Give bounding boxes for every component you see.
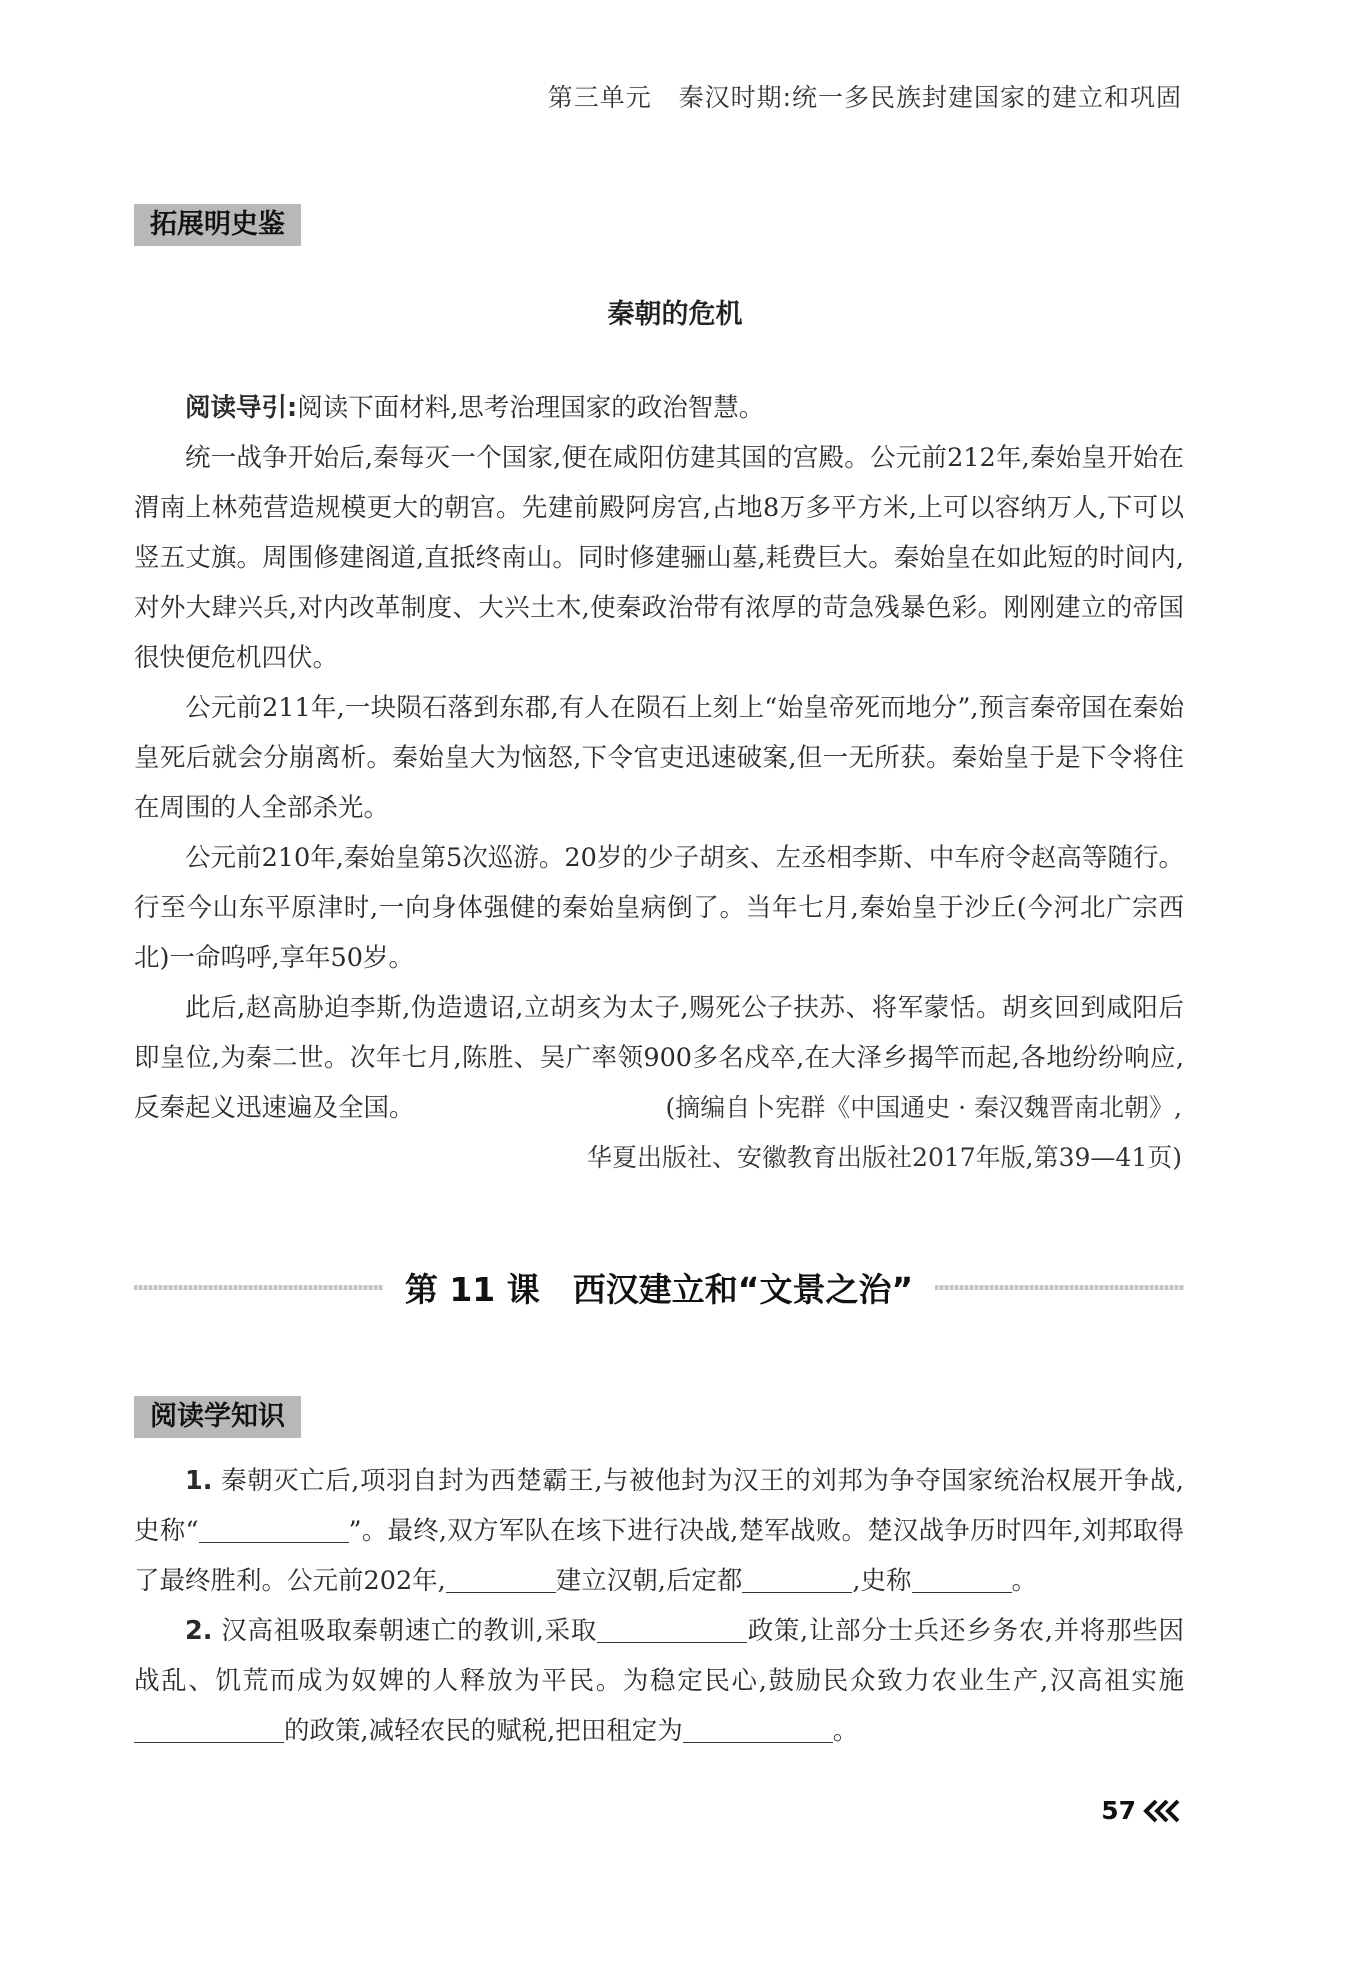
page-number xyxy=(1101,1796,1182,1825)
section-tag-reading: 阅读学知识 xyxy=(134,1396,301,1438)
question-text: 秦朝灭亡后,项羽自封为西楚霸王,与被他封为汉王的刘邦为争夺国家统治权展开争战,史称“ xyxy=(134,1466,1184,1546)
question-text: 。 xyxy=(832,1716,859,1746)
article-paragraph: 此后,赵高胁迫李斯,伪造遗诏,立胡亥为太子,赐死公子扶苏、将军蒙恬。胡亥回到咸阳后即皇位,为秦二世。次年七月,陈胜、吴广率领900多名戍卒,在大泽乡揭竿而起,各地纷纷响应,反秦起义迅速遍及全国。 xyxy=(134,993,1184,1123)
article-paragraph: 公元前211年,一块陨石落到东郡,有人在陨石上刻上“始皇帝死而地分”,预言秦帝国在秦始皇死后就会分崩离析。秦始皇大为恼怒,下令官吏迅速破案,但一无所获。秦始皇于是下令将住在周围的人全部杀光。 xyxy=(134,693,1184,823)
question-number: 1. xyxy=(185,1466,213,1496)
source-line-2: 华夏出版社、安徽教育出版社2017年版,第39—41页) xyxy=(587,1143,1182,1172)
page-header xyxy=(548,78,1182,114)
lesson-heading xyxy=(134,1262,1184,1312)
article-paragraph: 公元前210年,秦始皇第5次巡游。20岁的少子胡亥、左丞相李斯、中车府令赵高等随行。行至今山东平原津时,一向身体强健的秦始皇病倒了。当年七月,秦始皇于沙丘(今河北广宗西北)一命呜呼,享年50岁。 xyxy=(134,843,1184,973)
answer-blank[interactable] xyxy=(199,1516,349,1543)
question-text: 政策,让部分士兵还乡务农,并将那些因战乱、饥荒而成为奴婢的人释放为平民。为稳定民心,鼓励民众致力农业生产,汉高祖实施 xyxy=(134,1616,1185,1696)
divider-left xyxy=(134,1285,383,1290)
article-title: 秦朝的危机 xyxy=(607,299,743,330)
answer-blank[interactable] xyxy=(597,1616,747,1643)
question-1 xyxy=(134,1456,1184,1606)
question-text: ”。最终,双方军队在垓下进行决战,楚军战败。楚汉战争历时四年,刘邦取得了最终胜利。公元前202年, xyxy=(134,1516,1184,1596)
question-text: 建立汉朝,后定都 xyxy=(555,1566,743,1596)
article-paragraph: 统一战争开始后,秦每灭一个国家,便在咸阳仿建其国的宫殿。公元前212年,秦始皇开始在渭南上林苑营造规模更大的朝宫。先建前殿阿房宫,占地8万多平方米,上可以容纳万人,下可以竖五丈旗。周围修建阁道,直抵终南山。同时修建骊山墓,耗费巨大。秦始皇在如此短的时间内,对外大肆兴兵,对内改革制度、大兴土木,使秦政治带有浓厚的苛急残暴色彩。刚刚建立的帝国很快便危机四伏。 xyxy=(134,443,1184,673)
reading-guide-label: 阅读导引: xyxy=(185,393,298,423)
question-text: 汉高祖吸取秦朝速亡的教训,采取 xyxy=(221,1616,598,1646)
question-text: 的政策,减轻农民的赋税,把田租定为 xyxy=(284,1716,683,1746)
answer-blank[interactable] xyxy=(912,1566,1012,1593)
answer-blank[interactable] xyxy=(742,1566,852,1593)
divider-right xyxy=(935,1285,1184,1290)
article-body xyxy=(134,383,1184,1133)
source-line-1: (摘编自卜宪群《中国通史 · 秦汉魏晋南北朝》, xyxy=(665,1093,1182,1122)
question-number: 2. xyxy=(185,1616,213,1646)
question-2 xyxy=(134,1606,1184,1756)
question-text: 。 xyxy=(1011,1566,1038,1596)
answer-blank[interactable] xyxy=(683,1716,833,1743)
reading-guide xyxy=(134,383,1184,433)
question-text: ,史称 xyxy=(852,1566,912,1596)
unit-label: 第三单元 xyxy=(547,83,652,112)
source-citation xyxy=(132,1083,1182,1183)
questions-block xyxy=(134,1456,1184,1756)
section-tag-extension: 拓展明史鉴 xyxy=(134,204,301,246)
page-number-text: 57 xyxy=(1101,1796,1136,1825)
unit-title: 秦汉时期:统一多民族封建国家的建立和巩固 xyxy=(678,83,1182,112)
reading-guide-text: 阅读下面材料,思考治理国家的政治智慧。 xyxy=(297,393,765,423)
answer-blank[interactable] xyxy=(134,1716,284,1743)
lesson-title: 第 11 课 西汉建立和“文景之治” xyxy=(404,1269,914,1309)
chevrons-left-icon xyxy=(1142,1798,1182,1824)
answer-blank[interactable] xyxy=(446,1566,556,1593)
